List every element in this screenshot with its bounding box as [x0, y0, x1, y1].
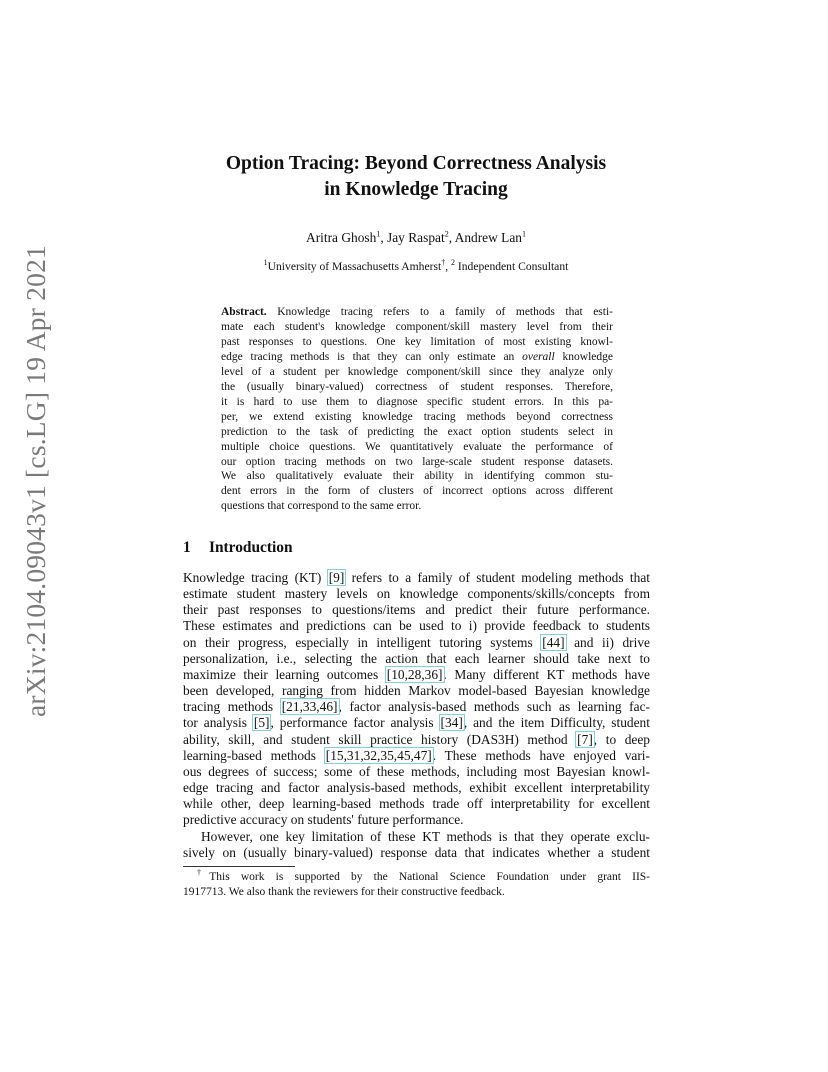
abstract-line: per, we extend existing knowledge tracing methods beyond correctness [221, 410, 613, 423]
abstract-text: knowledge [554, 350, 613, 363]
author-separator: , [380, 230, 388, 245]
body-line: personalization, i.e., selecting the action that each learner should take next to [183, 650, 650, 666]
body-line: These estimates and predictions can be used to i) provide feedback to students [183, 618, 650, 634]
section-number: 1 [183, 539, 191, 556]
footnote-mark: † [197, 868, 210, 878]
abstract-line: multiple choice questions. We quantitatively evaluate the performance of [221, 440, 613, 453]
body-text: , and the item Difficulty, student [463, 715, 650, 731]
body-line: predictive accuracy on students' future performance. [183, 812, 464, 828]
footnote-line: 1917713. We also thank the reviewers for their constructive feedback. [183, 886, 505, 898]
body-text: maximize their learning outcomes [183, 666, 386, 682]
body-line: while other, deep learning-based methods trade off interpretability for excellent [183, 796, 650, 812]
author-separator: , [448, 230, 455, 245]
body-text: ability, skill, and student skill practice history (DAS3H) method [183, 731, 577, 747]
body-line [183, 635, 650, 651]
abstract-line: the (usually binary-valued) correctness of student responses. Therefore, [221, 380, 613, 393]
body-line [183, 667, 650, 683]
body-line: However, one key limitation of these KT methods is that they operate exclu- [201, 828, 650, 844]
footnote-text: This work is supported by the National Science Foundation under grant IIS- [209, 871, 650, 883]
citation-link[interactable]: [34] [440, 715, 463, 731]
abstract [221, 305, 613, 514]
body-text: refers to a family of student modeling methods that [345, 570, 650, 585]
dagger-mark: † [441, 258, 446, 268]
body-line: ous degrees of success; some of these methods, including most Bayesian knowl- [183, 763, 650, 779]
body-line [183, 570, 650, 586]
body-text: on their progress, especially in intelligent tutoring systems [183, 634, 542, 650]
body-line: estimate student mastery levels on knowledge components/skills/concepts from [183, 586, 650, 602]
title-line-1: Option Tracing: Beyond Correctness Analysis [225, 153, 607, 174]
footnote-rule [183, 866, 295, 867]
footnote [183, 870, 650, 900]
body-text: and ii) drive [565, 634, 650, 650]
body-line [183, 699, 650, 715]
citation-link[interactable]: [21,33,46] [281, 699, 338, 715]
author-affil-mark: 2 [444, 229, 449, 239]
author-affil-mark: 1 [376, 229, 381, 239]
arxiv-side-stamp [16, 245, 56, 717]
introduction-body [183, 570, 650, 861]
section-heading [183, 538, 293, 558]
arxiv-identifier: arXiv:2104.09043v1 [cs.LG] 19 Apr 2021 [20, 245, 51, 717]
body-line: their past responses to questions/items and predict their future performance. [183, 602, 650, 618]
abstract-line [221, 350, 613, 365]
abstract-line: past responses to questions. One key limitation of most existing knowl- [221, 335, 613, 348]
affil-mark: 1 [263, 258, 268, 268]
affil-separator: , [445, 260, 451, 273]
abstract-line: our option tracing methods on two large-scale student response datasets. [221, 455, 613, 468]
citation-link[interactable]: [15,31,32,35,45,47] [325, 747, 432, 763]
body-text: . Many different KT methods have [443, 666, 650, 682]
paper-title [120, 151, 712, 203]
author-list [120, 229, 712, 246]
body-line: been developed, ranging from hidden Markov model-based Bayesian knowledge [183, 683, 650, 699]
body-text: learning-based methods [183, 747, 325, 763]
body-text: , to deep [593, 731, 650, 747]
body-line: sively on (usually binary-valued) response data that indicates whether a student [183, 844, 650, 860]
citation-link[interactable]: [5] [253, 715, 270, 731]
abstract-line: mate each student's knowledge component/skill mastery level from their [221, 320, 613, 333]
abstract-line: questions that correspond to the same error. [221, 500, 422, 513]
title-line-2: in Knowledge Tracing [324, 179, 508, 200]
abstract-line: prediction to the task of predicting the exact option students select in [221, 425, 613, 438]
body-text: tor analysis [183, 715, 253, 731]
author-name: Jay Raspat [387, 230, 445, 245]
citation-link[interactable]: [44] [542, 634, 565, 650]
affil-mark: 2 [451, 258, 455, 268]
abstract-line: level of a student per knowledge component/skill since they analyze only [221, 365, 613, 378]
footnote-line [183, 870, 650, 885]
abstract-line: We also qualitatively evaluate their ability in identifying common stu- [221, 470, 613, 483]
abstract-line: it is hard to use them to diagnose specific student errors. In this pa- [221, 395, 613, 408]
abstract-text: Knowledge tracing refers to a family of methods that esti- [266, 306, 613, 318]
body-text: Knowledge tracing (KT) [183, 570, 328, 585]
body-line [183, 715, 650, 731]
body-text: , factor analysis-based methods such as learning fac- [338, 699, 650, 715]
body-line: edge tracing and factor analysis-based methods, exhibit excellent interpretability [183, 780, 650, 796]
body-line [183, 748, 650, 764]
body-line [183, 732, 650, 748]
citation-link[interactable]: [10,28,36] [386, 666, 443, 682]
citation-link[interactable]: [9] [328, 570, 345, 585]
affil-institution: University of Massachusetts Amherst [267, 260, 442, 273]
body-text: , performance factor analysis [270, 715, 440, 731]
abstract-text: edge tracing methods is that they can only estimate an [221, 350, 523, 363]
section-title: Introduction [209, 539, 293, 556]
abstract-emphasis: overall [522, 350, 555, 363]
author-affil-mark: 1 [521, 229, 526, 239]
abstract-label: Abstract. [221, 306, 267, 318]
affil-institution: Independent Consultant [455, 260, 569, 273]
author-name: Aritra Ghosh [306, 230, 377, 245]
citation-link[interactable]: [7] [577, 731, 593, 747]
body-text: tracing methods [183, 699, 281, 715]
abstract-line: dent errors in the form of clusters of incorrect options across different [221, 485, 613, 498]
author-name: Andrew Lan [454, 230, 522, 245]
affiliations [120, 259, 712, 274]
abstract-line [221, 305, 613, 320]
body-text: . These methods have enjoyed vari- [432, 747, 650, 763]
